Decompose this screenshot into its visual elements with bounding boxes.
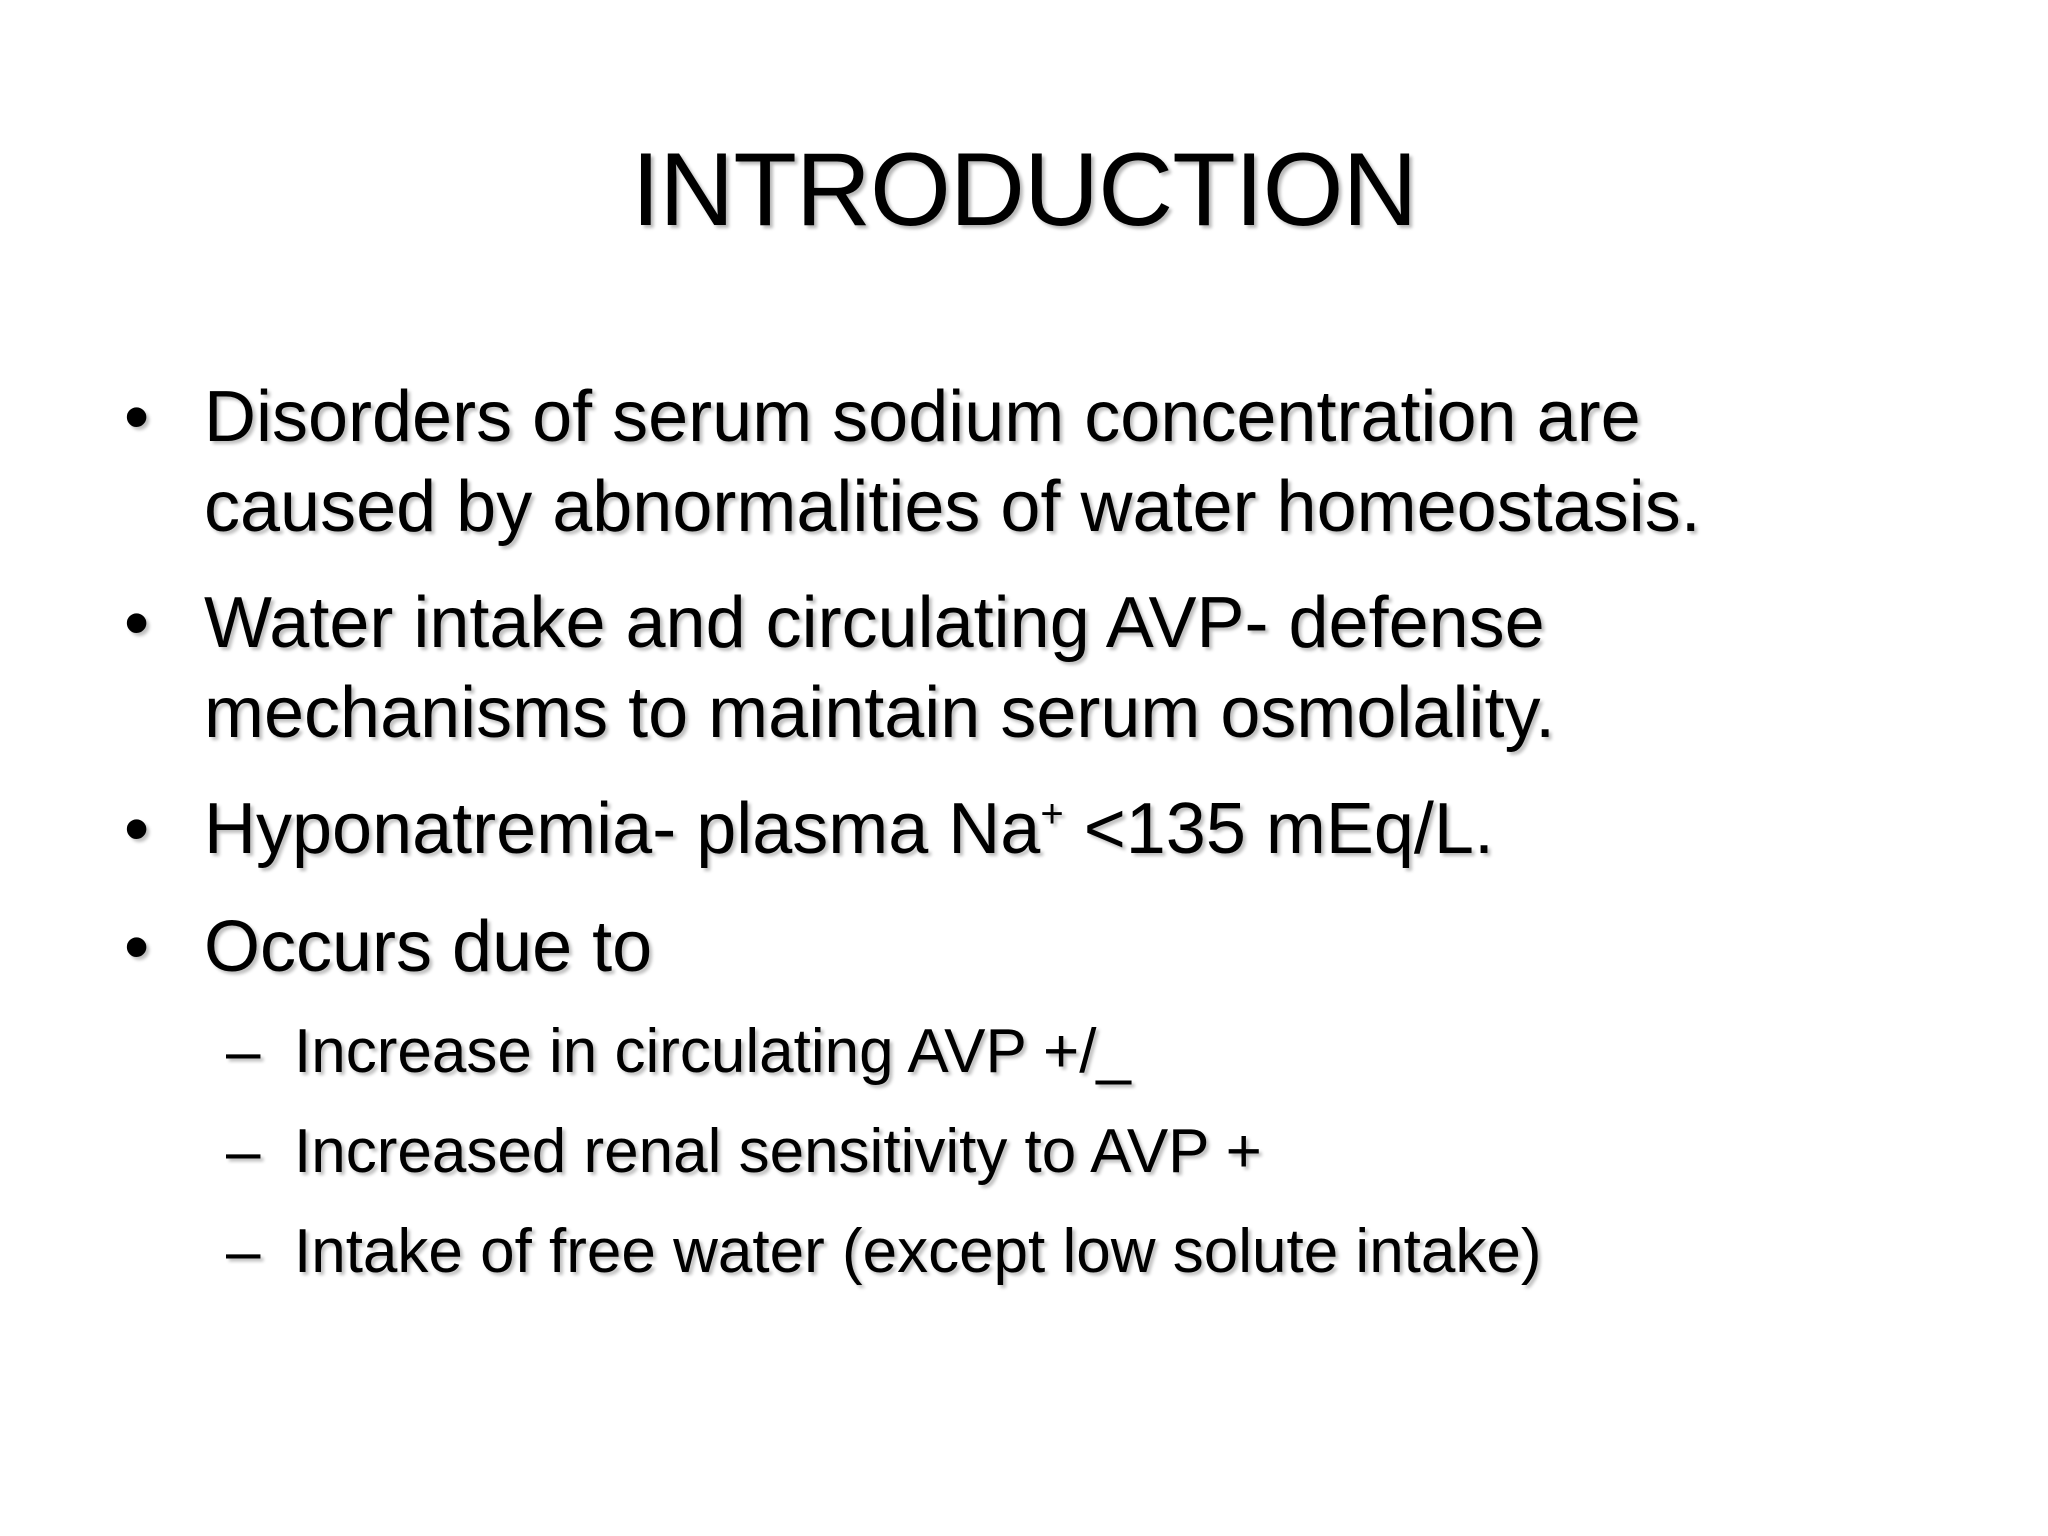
bullet-3-prefix: Hyponatremia- plasma Na xyxy=(204,789,1041,869)
bullet-4-text: Occurs due to xyxy=(204,907,653,987)
sub-item-1: Increase in circulating AVP +/_ xyxy=(294,1017,1131,1086)
bullet-1-line-2: caused by abnormalities of water homeostasis. xyxy=(204,467,1701,547)
slide-title: INTRODUCTION xyxy=(631,132,1417,248)
sub-bullet-marker: – xyxy=(226,1117,261,1186)
sub-bullet-marker: – xyxy=(226,1017,261,1086)
bullet-3-text xyxy=(204,784,1494,874)
sodium-superscript: + xyxy=(1040,792,1064,836)
bullet-marker: • xyxy=(124,583,150,663)
bullet-marker: • xyxy=(124,907,150,987)
bullet-1-line-1: Disorders of serum sodium concentration are xyxy=(204,377,1641,457)
sub-item-2: Increased renal sensitivity to AVP + xyxy=(294,1117,1262,1186)
bullet-3-suffix: <135 mEq/L. xyxy=(1063,789,1494,869)
bullet-2-line-2: mechanisms to maintain serum osmolality. xyxy=(204,673,1556,753)
sub-item-3: Intake of free water (except low solute intake) xyxy=(294,1217,1542,1286)
sub-bullet-marker: – xyxy=(226,1217,261,1286)
bullet-marker: • xyxy=(124,789,150,869)
bullet-marker: • xyxy=(124,377,150,457)
bullet-2-line-1: Water intake and circulating AVP- defense xyxy=(204,583,1545,663)
